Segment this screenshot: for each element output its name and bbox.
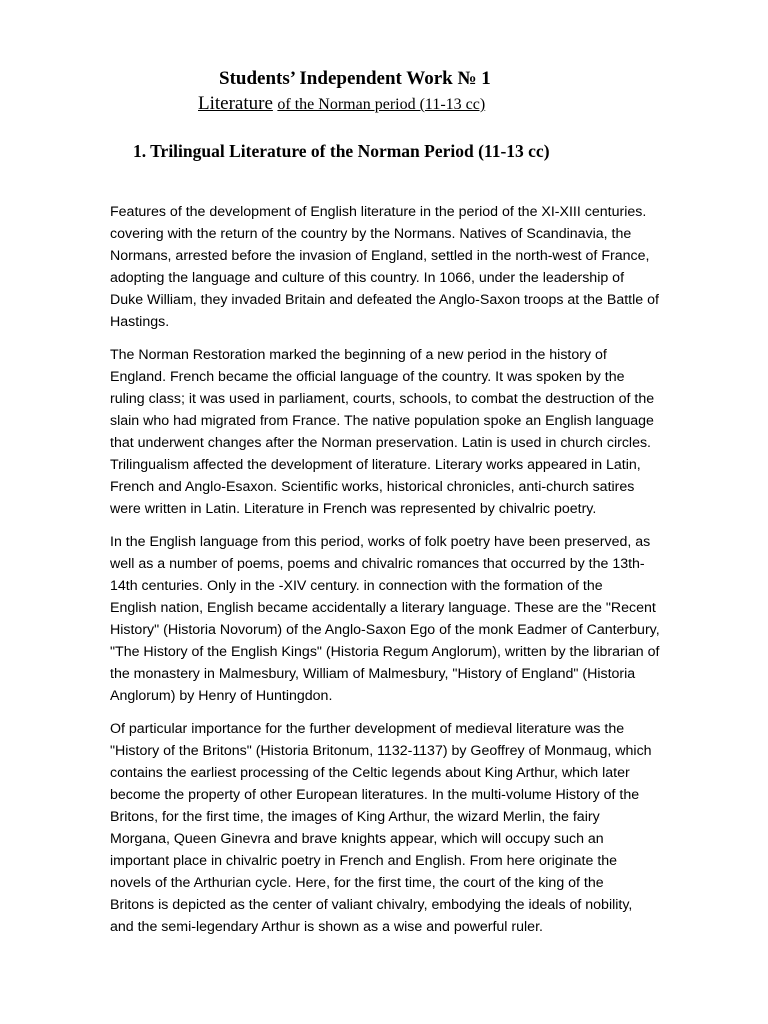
paragraph-line: History" (Historia Novorum) of the Anglo-Saxon Ego of the monk Eadmer of Canterbury, [110,622,660,638]
paragraph-line: Anglorum) by Henry of Huntingdon. [110,688,333,704]
paragraph-line: adopting the language and culture of this country. In 1066, under the leadership of [110,270,625,286]
subtitle-period: of the Norman period (11-13 cc) [277,96,486,113]
paragraph-line: were written in Latin. Literature in French was represented by chivalric poetry. [110,501,597,517]
paragraph-line: Trilingualism affected the development of literature. Literary works appeared in Latin, [110,457,641,473]
paragraph-line: Hastings. [110,314,170,330]
paragraph-line: "History of the Britons" (Historia Britonum, 1132-1137) by Geoffrey of Monmaug, which [110,743,652,759]
paragraph-2 [110,344,720,520]
paragraph-line: Morgana, Queen Ginevra and brave knights appear, which will occupy such an [110,831,604,847]
document-title: Students’ Independent Work № 1 [219,68,491,89]
paragraph-line: well as a number of poems, poems and chivalric romances that occurred by the 13th- [110,556,645,572]
paragraph-line: In the English language from this period, works of folk poetry have been preserved, as [110,534,651,550]
paragraph-line: that underwent changes after the Norman preservation. Latin is used in church circles. [110,435,651,451]
paragraph-line: contains the earliest processing of the Celtic legends about King Arthur, which later [110,765,630,781]
paragraph-1 [110,201,720,333]
paragraph-line: and the semi-legendary Arthur is shown as a wise and powerful ruler. [110,919,543,935]
subtitle-literature: Literature [198,93,273,114]
paragraph-4 [110,718,720,938]
paragraph-line: become the property of other European literatures. In the multi-volume History of the [110,787,640,803]
paragraph-3 [110,531,720,707]
document-subtitle [198,93,485,115]
section-heading: 1. Trilingual Literature of the Norman Period (11-13 cc) [133,141,550,161]
paragraph-line: ruling class; it was used in parliament, courts, schools, to combat the destruction of the [110,391,655,407]
paragraph-line: the monastery in Malmesbury, William of Malmesbury, "History of England" (Historia [110,666,636,682]
paragraph-line: Britons, for the first time, the images of King Arthur, the wizard Merlin, the fairy [110,809,600,825]
paragraph-line: important place in chivalric poetry in French and English. From here originate the [110,853,618,869]
body-text [110,201,720,949]
paragraph-line: French and Anglo-Esaxon. Scientific works, historical chronicles, anti-church satires [110,479,635,495]
paragraph-line: 14th centuries. Only in the -XIV century. in connection with the formation of the [110,578,603,594]
paragraph-line: Of particular importance for the further development of medieval literature was the [110,721,625,737]
paragraph-line: slain who had migrated from France. The native population spoke an English language [110,413,654,429]
paragraph-line: "The History of the English Kings" (Historia Regum Anglorum), written by the librarian of [110,644,660,660]
paragraph-line: The Norman Restoration marked the beginning of a new period in the history of [110,347,607,363]
paragraph-line: Normans, arrested before the invasion of England, settled in the north-west of France, [110,248,650,264]
paragraph-line: novels of the Arthurian cycle. Here, for the first time, the court of the king of the [110,875,604,891]
paragraph-line: Britons is depicted as the center of valiant chivalry, embodying the ideals of nobility, [110,897,633,913]
paragraph-line: Features of the development of English literature in the period of the XI-XIII centuries. [110,204,647,220]
paragraph-line: covering with the return of the country by the Normans. Natives of Scandinavia, the [110,226,632,242]
paragraph-line: England. French became the official language of the country. It was spoken by the [110,369,625,385]
paragraph-line: English nation, English became accidentally a literary language. These are the "Recent [110,600,656,616]
paragraph-line: Duke William, they invaded Britain and defeated the Anglo-Saxon troops at the Battle of [110,292,659,308]
